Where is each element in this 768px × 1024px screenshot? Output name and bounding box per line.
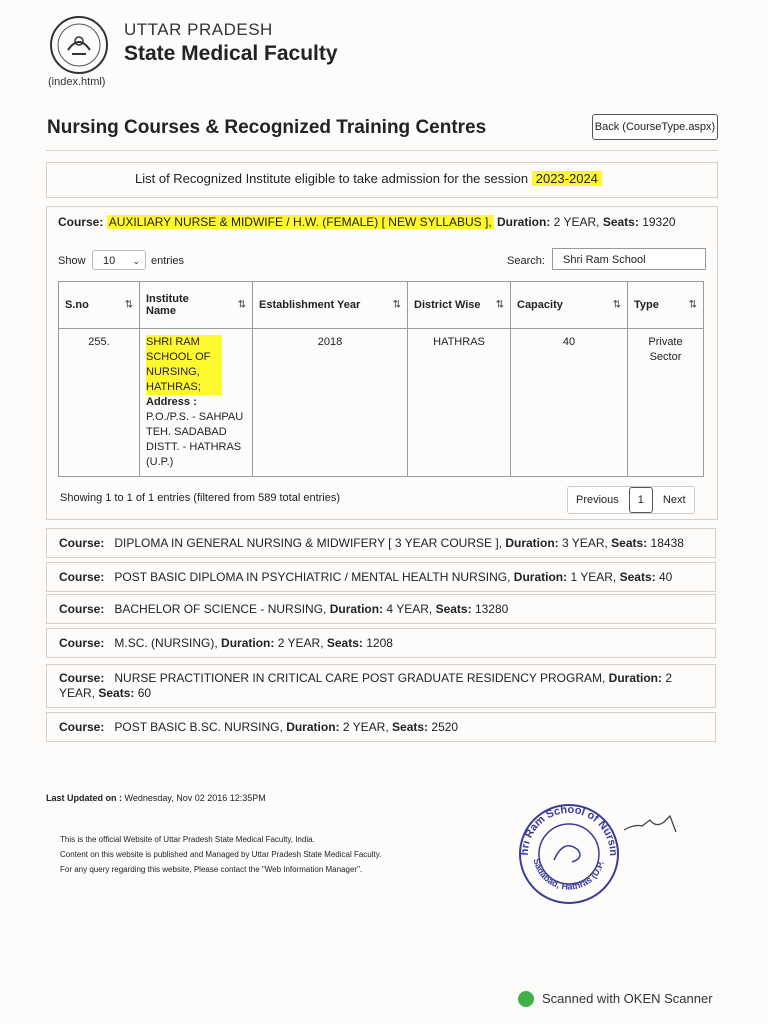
course-name: AUXILIARY NURSE & MIDWIFE / H.W. (FEMALE) [ NEW SYLLABUS ], — [108, 215, 492, 229]
course-row[interactable] — [46, 664, 716, 708]
duration-label: Duration: — [497, 215, 551, 229]
signature — [620, 808, 680, 838]
course-label: Course: — [59, 636, 105, 650]
org-logo — [48, 14, 110, 76]
session-notice — [135, 171, 602, 186]
col-district[interactable]: District Wise ⇅ — [408, 282, 511, 329]
search-input[interactable]: Shri Ram School — [552, 248, 706, 270]
brand-org: State Medical Faculty — [124, 42, 338, 65]
footer-line: Content on this website is published and Managed by Uttar Pradesh State Medical Faculty. — [60, 850, 382, 859]
seats-label: Seats: — [435, 602, 472, 616]
course-label: Course: — [59, 602, 105, 616]
page-1-button[interactable]: 1 — [629, 487, 653, 513]
duration-label: Duration: — [505, 536, 559, 550]
sort-icon: ⇅ — [392, 299, 401, 311]
seats-value: 13280 — [474, 602, 509, 616]
entries-value: 10 — [103, 255, 116, 267]
table-info: Showing 1 to 1 of 1 entries (filtered from 589 total entries) — [60, 492, 341, 504]
duration-value: 3 YEAR, — [562, 536, 608, 550]
seats-label: Seats: — [619, 570, 656, 584]
footer-line: For any query regarding this website, Please contact the "Web Information Manager". — [60, 865, 363, 874]
last-updated-value: Wednesday, Nov 02 2016 12:35PM — [124, 793, 266, 803]
search-label: Search: — [507, 255, 545, 267]
course-name: POST BASIC B.SC. NURSING, — [114, 720, 283, 734]
duration-value: 2 YEAR, — [59, 671, 673, 700]
duration-label: Duration: — [286, 720, 340, 734]
duration-value: 2 YEAR, — [277, 636, 324, 650]
course-label: Course: — [59, 536, 105, 550]
course-name: M.SC. (NURSING), — [114, 636, 218, 650]
duration-value: 2 YEAR, — [342, 720, 389, 734]
cell-type: Private Sector — [628, 329, 704, 477]
sort-asc-icon: ⇅ — [124, 299, 133, 311]
back-button[interactable]: Back (CourseType.aspx) — [592, 114, 718, 140]
institute-name: SHRI RAM SCHOOL OF NURSING, HATHRAS; — [146, 335, 222, 395]
entries-select[interactable] — [92, 250, 146, 270]
duration-value: 2 YEAR, — [553, 215, 600, 229]
duration-label: Duration: — [608, 671, 662, 685]
session-notice-text: List of Recognized Institute eligible to take admission for the session — [135, 171, 529, 186]
table-header-row — [59, 282, 704, 329]
cell-sno: 255. — [59, 329, 140, 477]
seats-value: 40 — [658, 570, 673, 584]
cell-institute — [140, 329, 253, 477]
seats-label: Seats: — [392, 720, 429, 734]
course-row[interactable] — [46, 712, 716, 742]
svg-text:Shri Ram School of Nursing — [514, 802, 619, 857]
course-name: NURSE PRACTITIONER IN CRITICAL CARE POST GRADUATE RESIDENCY PROGRAM, — [114, 671, 606, 685]
col-sno[interactable]: S.no ⇅ — [59, 282, 140, 329]
seats-value: 2520 — [431, 720, 459, 734]
last-updated-label: Last Updated on : — [46, 793, 122, 803]
scanner-text: Scanned with OKEN Scanner — [542, 991, 713, 1006]
index-link[interactable]: (index.html) — [48, 76, 106, 88]
duration-value: 1 YEAR, — [570, 570, 617, 584]
previous-button[interactable]: Previous — [576, 494, 619, 506]
col-established[interactable]: Establishment Year ⇅ — [253, 282, 408, 329]
duration-value: 4 YEAR, — [386, 602, 433, 616]
course-header[interactable] — [58, 215, 676, 229]
scanner-logo-icon — [518, 991, 534, 1007]
stamp-text-bottom: Sadabad, Hathras (U.P. — [531, 857, 606, 892]
course-label: Course: — [58, 215, 104, 229]
cell-established: 2018 — [253, 329, 408, 477]
footer-text — [60, 832, 381, 877]
course-row[interactable] — [46, 628, 716, 658]
sort-icon: ⇅ — [612, 299, 621, 311]
duration-label: Duration: — [221, 636, 275, 650]
seats-value: 1208 — [366, 636, 393, 650]
table-row — [59, 329, 704, 477]
course-name: DIPLOMA IN GENERAL NURSING & MIDWIFERY [ 3 YEAR COURSE ], — [114, 536, 502, 550]
brand-state: UTTAR PRADESH — [124, 20, 273, 39]
last-updated — [46, 793, 266, 803]
course-row[interactable] — [46, 562, 716, 592]
course-row[interactable] — [46, 528, 716, 558]
stamp-text-top: hri Ram School of Nursin — [518, 803, 620, 857]
duration-label: Duration: — [329, 602, 384, 616]
seats-value: 60 — [137, 686, 152, 700]
sort-icon: ⇅ — [688, 299, 697, 311]
cell-district: HATHRAS — [408, 329, 511, 477]
address-text: P.O./P.S. - SAHPAU TEH. SADABAD DISTT. - HATHRAS (U.P.) — [146, 411, 244, 468]
course-row[interactable] — [46, 594, 716, 624]
page-title: Nursing Courses & Recognized Training Centres — [47, 117, 487, 138]
entries-label: entries — [151, 255, 185, 267]
course-label: Course: — [59, 570, 105, 584]
institute-table — [58, 281, 704, 477]
scanner-watermark — [518, 991, 713, 1008]
course-name: POST BASIC DIPLOMA IN PSYCHIATRIC / MENTAL HEALTH NURSING, — [114, 570, 511, 584]
divider — [46, 150, 718, 151]
seats-label: Seats: — [602, 215, 639, 229]
chevron-down-icon: ⌄ — [132, 256, 140, 266]
duration-label: Duration: — [513, 570, 568, 584]
sort-icon: ⇅ — [237, 299, 246, 311]
pagination — [567, 486, 695, 514]
seats-value: 18438 — [650, 536, 684, 550]
next-button[interactable]: Next — [662, 494, 686, 506]
sort-icon: ⇅ — [495, 299, 504, 311]
session-year: 2023-2024 — [532, 171, 602, 186]
seats-label: Seats: — [611, 536, 648, 550]
course-label: Course: — [59, 671, 105, 685]
institute-stamp — [514, 802, 624, 906]
col-capacity[interactable]: Capacity ⇅ — [511, 282, 628, 329]
course-name: BACHELOR OF SCIENCE - NURSING, — [114, 602, 327, 616]
footer-line: This is the official Website of Uttar Pradesh State Medical Faculty, India. — [60, 835, 315, 844]
show-label: Show — [58, 255, 86, 267]
address-label: Address : — [146, 396, 197, 408]
course-label: Course: — [59, 720, 105, 734]
col-institute[interactable]: Institute Name ⇅ — [140, 282, 253, 329]
seats-label: Seats: — [326, 636, 363, 650]
seats-label: Seats: — [98, 686, 135, 700]
cell-capacity: 40 — [511, 329, 628, 477]
col-type[interactable]: Type ⇅ — [628, 282, 704, 329]
seats-value: 19320 — [642, 215, 676, 229]
